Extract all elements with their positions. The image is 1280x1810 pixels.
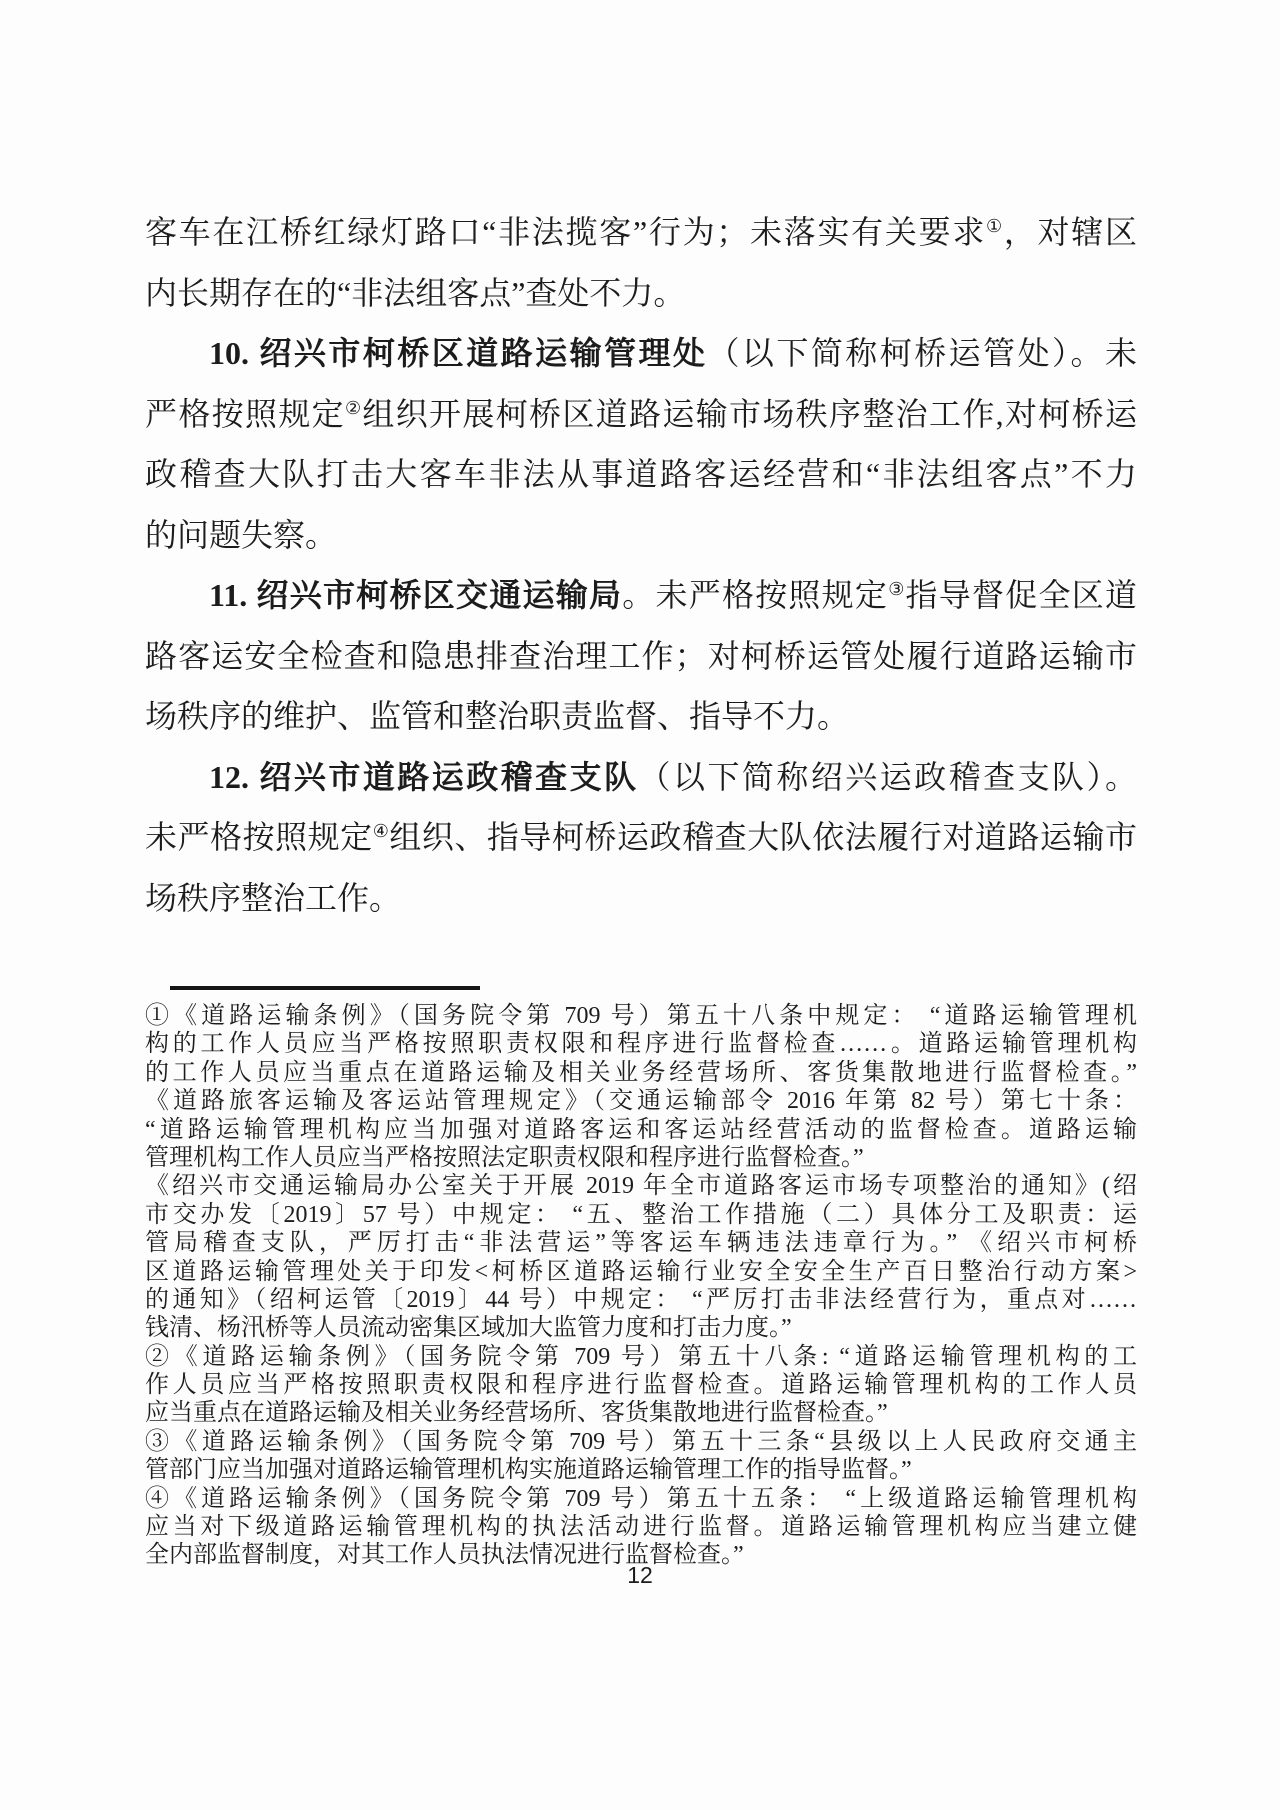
- footnote-separator: [170, 986, 480, 990]
- body-text-line: [145, 323, 1137, 384]
- text-segment: 的问题失察。: [145, 516, 338, 553]
- body-text-line: [145, 747, 1137, 808]
- footnote-line: 应当对下级道路运输管理机构的执法活动进行监督。道路运输管理机构应当建立健: [145, 1514, 1137, 1541]
- body-text-line: [145, 868, 1137, 929]
- text-segment: 组织、指导柯桥运政稽查大队依法履行对道路运输市: [389, 819, 1137, 855]
- text-segment: 场秩序整治工作。: [145, 879, 402, 916]
- body-text-line: [145, 202, 1137, 263]
- footnote-line: 钱清、杨汛桥等人员流动密集区域加大监管力度和打击力度。”: [145, 1315, 792, 1342]
- body-text-line: [145, 505, 1137, 566]
- text-segment: 严格按照规定: [145, 395, 345, 432]
- footnote-line: 管理机构工作人员应当严格按照法定职责权限和程序进行监督检查。”: [145, 1144, 864, 1171]
- footnote-line: 应当重点在道路运输及相关业务经营场所、客货集散地进行监督检查。”: [145, 1400, 888, 1427]
- body-text-line: [145, 626, 1137, 687]
- footnotes-section: [145, 1002, 1137, 1570]
- text-segment: 客车在江桥红绿灯路口“非法揽客”行为；未落实有关要求: [145, 214, 987, 250]
- body-text-line: [145, 444, 1137, 505]
- footnote-line: ③《道路运输条例》（国务院令第 709 号）第五十三条“县级以上人民政府交通主: [145, 1428, 1137, 1455]
- footnote-line: 《绍兴市交通运输局办公室关于开展 2019 年全市道路客运市场专项整治的通知》(绍: [145, 1173, 1137, 1200]
- heading-segment: 11. 绍兴市柯桥区交通运输局: [209, 577, 623, 613]
- text-segment: 指导督促全区道: [905, 577, 1137, 613]
- body-text-line: [145, 686, 1137, 747]
- document-body-text: [145, 202, 1137, 928]
- footnote-line: 市交办发〔2019〕57 号）中规定： “五、整治工作措施（二）具体分工及职责：运: [145, 1201, 1137, 1228]
- footnote-line: 区道路运输管理处关于印发<柯桥区道路运输行业安全安全生产百日整治行动方案>: [145, 1258, 1137, 1285]
- footnote-line: 构的工作人员应当严格按照职责权限和程序进行监督检查……。道路运输管理机构: [145, 1031, 1137, 1058]
- footnote-line: 全内部监督制度，对其工作人员执法情况进行监督检查。”: [145, 1542, 744, 1569]
- footnote-ref-marker: ③: [888, 578, 906, 599]
- body-text-line: [145, 565, 1137, 626]
- body-text-line: [145, 384, 1137, 445]
- body-text-line: [145, 263, 1137, 324]
- text-segment: 组织开展柯桥区道路运输市场秩序整治工作,对柯桥运: [362, 395, 1137, 432]
- text-segment: ，对辖区: [1003, 214, 1137, 250]
- footnote-line: 管部门应当加强对道路运输管理机构实施道路运输管理工作的指导监督。”: [145, 1457, 912, 1484]
- body-text-line: [145, 807, 1137, 868]
- footnote-line: “道路运输管理机构应当加强对道路客运和客运站经营活动的监督检查。道路运输: [145, 1116, 1137, 1143]
- text-segment: 未严格按照规定: [145, 819, 373, 855]
- footnote-line: ④《道路运输条例》（国务院令第 709 号）第五十五条： “上级道路运输管理机构: [145, 1485, 1137, 1512]
- footnote-line: ②《道路运输条例》（国务院令第 709 号）第五十八条: “道路运输管理机构的工: [145, 1343, 1137, 1370]
- footnote-line: 的工作人员应当重点在道路运输及相关业务经营场所、客货集散地进行监督检查。”: [145, 1059, 1137, 1086]
- text-segment: 。未严格按照规定: [622, 577, 889, 613]
- footnote-ref-marker: ①: [986, 215, 1004, 236]
- footnote-line: 管局稽查支队，严厉打击“非法营运”等客运车辆违法违章行为。” 《绍兴市柯桥: [145, 1230, 1137, 1257]
- text-segment: 内长期存在的“非法组客点”查处不力。: [145, 274, 686, 311]
- text-segment: 政稽查大队打击大客车非法从事道路客运经营和“非法组客点”不力: [145, 456, 1137, 492]
- text-segment: （以下简称绍兴运政稽查支队）。: [638, 758, 1137, 795]
- text-segment: 路客运安全检查和隐患排查治理工作；对柯桥运管处履行道路运输市: [145, 637, 1137, 674]
- page-number: 12: [627, 1562, 653, 1588]
- text-segment: （以下简称柯桥运管处）。未: [707, 335, 1137, 371]
- footnote-line: 作人员应当严格按照职责权限和程序进行监督检查。道路运输管理机构的工作人员: [145, 1372, 1137, 1399]
- text-segment: 场秩序的维护、监管和整治职责监督、指导不力。: [145, 698, 850, 734]
- heading-segment: 12. 绍兴市道路运政稽查支队: [209, 758, 639, 795]
- footnote-line: ①《道路运输条例》（国务院令第 709 号）第五十八条中规定： “道路运输管理机: [145, 1003, 1137, 1029]
- footnote-ref-marker: ②: [344, 397, 363, 418]
- footnote-line: 的通知》（绍柯运管〔2019〕44 号）中规定： “严厉打击非法经营行为，重点对……: [145, 1286, 1137, 1313]
- footnote-line: 《道路旅客运输及客运站管理规定》（交通运输部令 2016 年第 82 号）第七十条：: [145, 1088, 1137, 1115]
- footnote-ref-marker: ④: [372, 820, 390, 841]
- heading-segment: 10. 绍兴市柯桥区道路运输管理处: [209, 335, 708, 371]
